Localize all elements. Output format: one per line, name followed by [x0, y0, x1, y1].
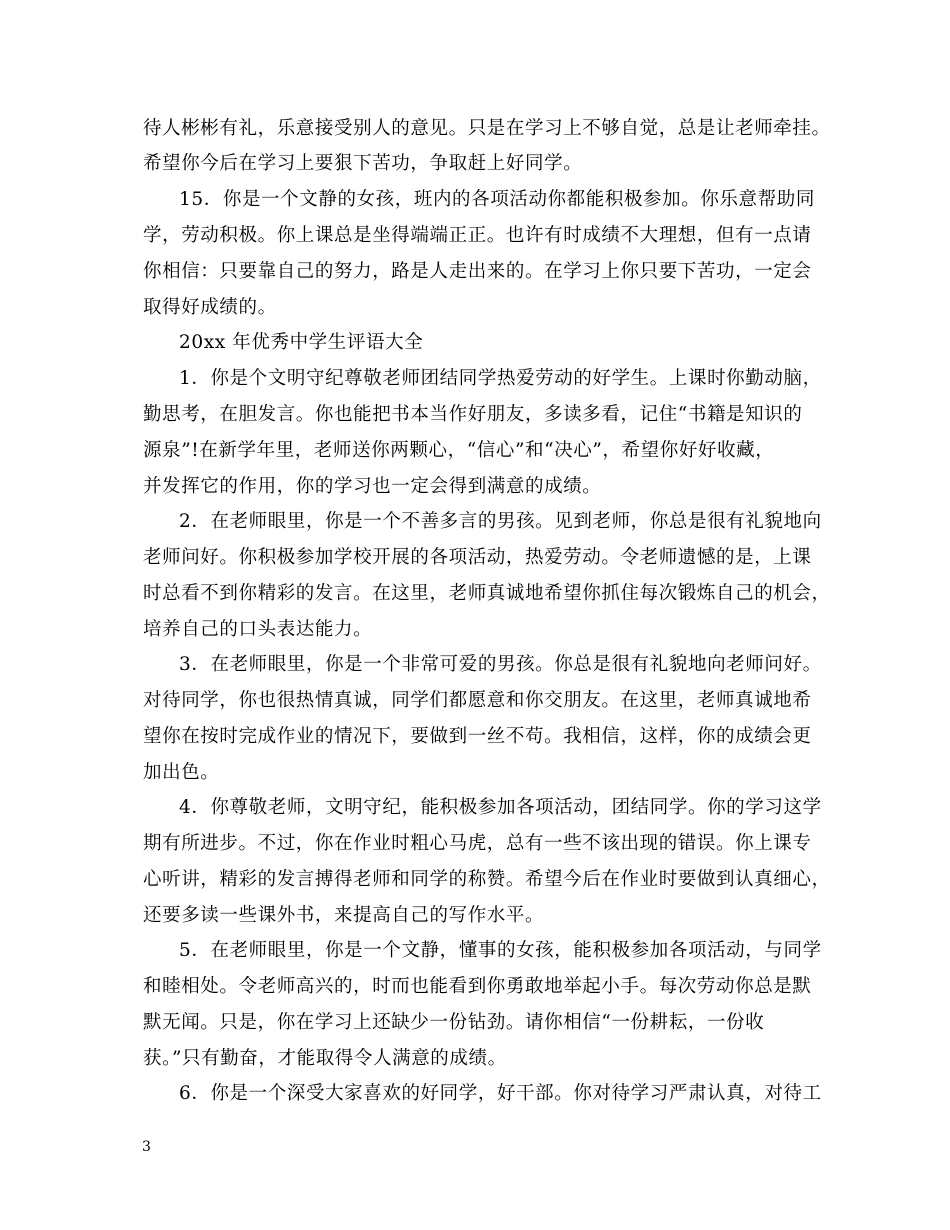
text-line: 时总看不到你精彩的发言。在这里，老师真诚地希望你抓住每次锻炼自己的机会， [143, 583, 831, 604]
text-line: 培养自己的口头表达能力。 [143, 619, 373, 640]
text-line: 老师问好。你积极参加学校开展的各项活动，热爱劳动。令老师遗憾的是，上课 [143, 547, 812, 568]
text-line: 希望你今后在学习上要狠下苦功，争取赶上好同学。 [143, 153, 583, 174]
text-line: 获。”只有勤奋，才能取得令人满意的成绩。 [143, 1048, 507, 1069]
text-line: 并发挥它的作用，你的学习也一定会得到满意的成绩。 [143, 476, 602, 497]
paragraph-1-start: 1．你是个文明守纪尊敬老师团结同学热爱劳动的好学生。上课时你勤动脑， [179, 368, 822, 389]
text-line: 默无闻。只是，你在学习上还缺少一份钻劲。请你相信“一份耕耘，一份收 [143, 1012, 765, 1033]
paragraph-4-start: 4．你尊敬老师，文明守纪，能积极参加各项活动，团结同学。你的学习这学 [179, 797, 822, 818]
text-line: 心听讲，精彩的发言搏得老师和同学的称赞。希望今后在作业时要做到认真细心， [143, 869, 831, 890]
paragraph-15-start: 15．你是一个文静的女孩，班内的各项活动你都能积极参加。你乐意帮助同 [179, 189, 815, 210]
paragraph-2-start: 2．在老师眼里，你是一个不善多言的男孩。见到老师，你总是很有礼貌地向 [179, 511, 822, 532]
text-line: 取得好成绩的。 [143, 297, 277, 318]
text-line: 还要多读一些课外书，来提高自己的写作水平。 [143, 905, 545, 926]
text-line: 和睦相处。令老师高兴的，时而也能看到你勇敢地举起小手。每次劳动你总是默 [143, 976, 812, 997]
text-line: 待人彬彬有礼，乐意接受别人的意见。只是在学习上不够自觉，总是让老师牵挂。 [143, 118, 831, 139]
text-line: 期有所进步。不过，你在作业时粗心马虎，总有一些不该出现的错误。你上课专 [143, 833, 812, 854]
section-heading: 20xx 年优秀中学生评语大全 [179, 332, 424, 353]
paragraph-3-start: 3．在老师眼里，你是一个非常可爱的男孩。你总是很有礼貌地向老师问好。 [179, 654, 822, 675]
text-line: 对待同学，你也很热情真诚，同学们都愿意和你交朋友。在这里，老师真诚地希 [143, 690, 812, 711]
page-number: 3 [142, 1139, 151, 1155]
text-line: 勤思考，在胆发言。你也能把书本当作好朋友，多读多看，记住“书籍是知识的 [143, 404, 803, 425]
text-line: 学，劳动积极。你上课总是坐得端端正正。也许有时成绩不大理想，但有一点请 [143, 225, 812, 246]
text-line: 望你在按时完成作业的情况下，要做到一丝不苟。我相信，这样，你的成绩会更 [143, 726, 812, 747]
text-line: 加出色。 [143, 762, 220, 783]
paragraph-5-start: 5．在老师眼里，你是一个文静，懂事的女孩，能积极参加各项活动，与同学 [179, 940, 822, 961]
text-line: 你相信：只要靠自己的努力，路是人走出来的。在学习上你只要下苦功，一定会 [143, 261, 812, 282]
paragraph-6-start: 6．你是一个深受大家喜欢的好同学，好干部。你对待学习严肃认真，对待工 [179, 1083, 822, 1104]
text-line: 源泉”!在新学年里，老师送你两颗心，“信心”和“决心”，希望你好好收藏， [143, 440, 775, 461]
